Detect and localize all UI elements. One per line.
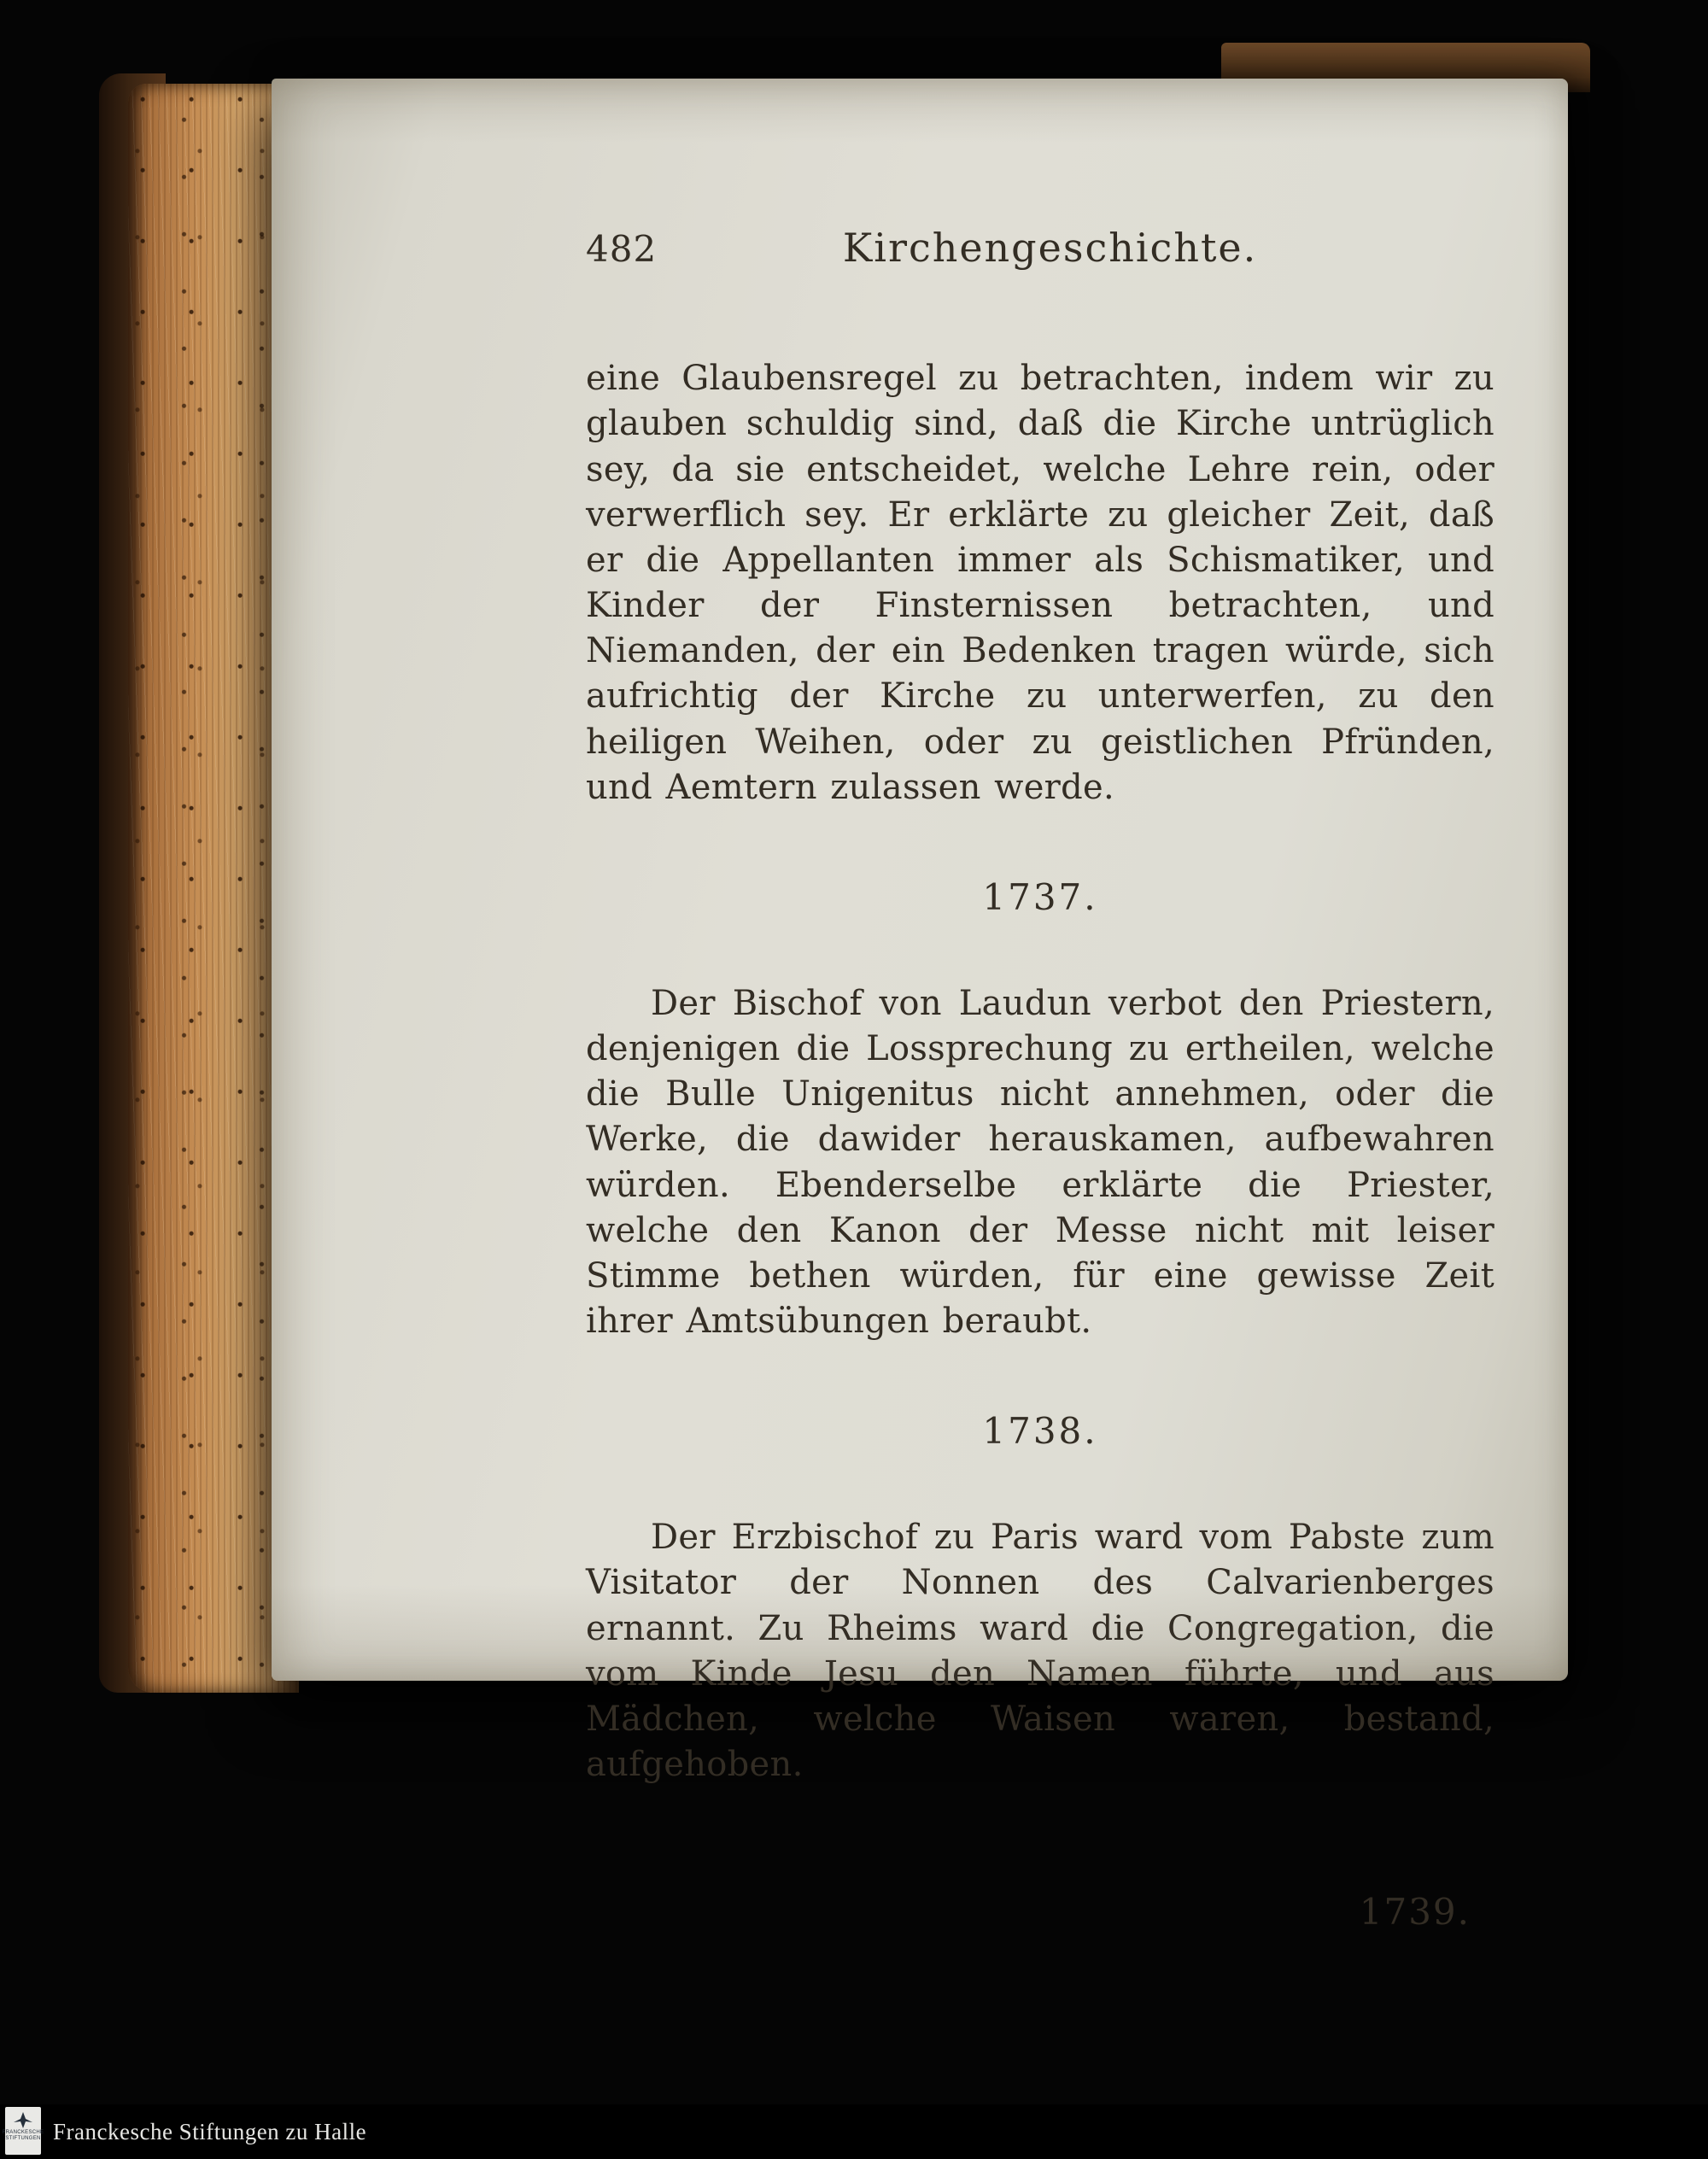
catchword-year: 1739. bbox=[1359, 1891, 1471, 1934]
section-1737-paragraph: Der Bischof von Laudun verbot den Priestern, denjenigen die Lossprechung zu ertheilen, welche die Bulle Unigenitus nicht annehmen, oder die Werke, die dawider herauskamen, aufbewahren würden. Ebenderselbe erklärte die Priester, welche den Kanon der Messe nicht mit leiser Stimme bethen würden, für eine gewisse Zeit ihrer Amtsübungen beraubt. bbox=[586, 983, 1494, 1342]
logo-microtext-line1: FRANCKESCHE bbox=[2, 2130, 44, 2135]
opening-paragraph: eine Glaubensregel zu betrachten, indem wir zu glauben schuldig sind, daß die Kirche untrüglich sey, da sie entscheidet, welche Lehre rein, oder verwerflich sey. Er erklärte zu gleicher Zeit, daß er die Appellanten immer als Schismatiker, und Kinder der Finsternissen betrachten, und Niemanden, der ein Bedenken tragen würde, sich aufrichtig der Kirche zu unterwerfen, zu den heiligen Weihen, oder zu geistlichen Pfründen, und Aemtern zulassen werde. bbox=[586, 359, 1494, 807]
institution-label: Franckesche Stiftungen zu Halle bbox=[53, 2118, 367, 2144]
eagle-emblem-icon bbox=[12, 2109, 34, 2130]
page-number: 482 bbox=[586, 228, 658, 270]
logo-microtext-line2: STIFTUNGEN bbox=[5, 2136, 41, 2141]
section-1738-paragraph: Der Erzbischof zu Paris ward vom Pabste zum Visitator der Nonnen des Calvarienberges ernannt. Zu Rheims ward die Congregation, die vom Kinde Jesu den Namen führte, und aus Mädchen, welche Waisen waren, bestand, aufgehoben. bbox=[586, 1518, 1494, 1785]
watermark-bar bbox=[0, 2104, 1708, 2159]
printed-text-block bbox=[586, 222, 1494, 1936]
year-heading-1737: 1737. bbox=[982, 876, 1098, 919]
year-heading-1738: 1738. bbox=[982, 1410, 1098, 1453]
franckesche-stiftungen-logo bbox=[2, 2107, 44, 2155]
running-title: Kirchengeschichte. bbox=[842, 225, 1258, 271]
book-page bbox=[272, 79, 1568, 1934]
page-header bbox=[586, 222, 1494, 274]
